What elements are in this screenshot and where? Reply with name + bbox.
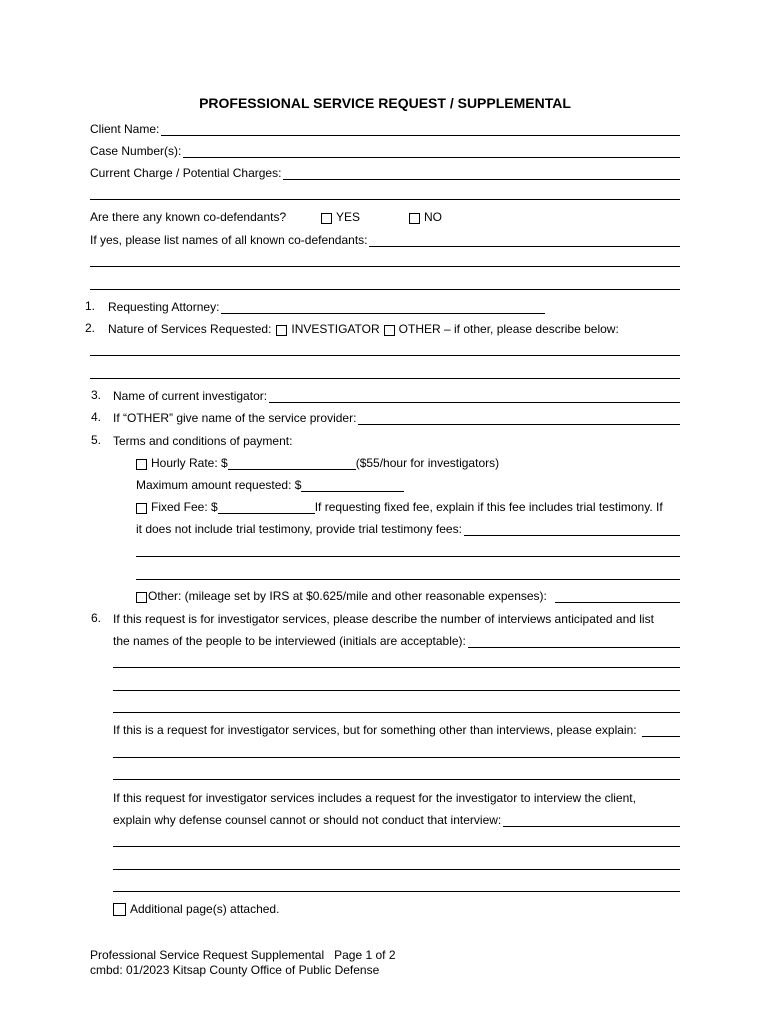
interviews-line-2: the names of the people to be interviewed (initials are acceptable): [113, 634, 466, 648]
requesting-attorney-field[interactable] [108, 298, 545, 314]
requesting-attorney-blank[interactable] [221, 301, 545, 314]
other-expenses-label: Other: (mileage set by IRS at $0.625/mile and other reasonable expenses): [148, 589, 547, 603]
charge-extra-line[interactable] [90, 199, 680, 200]
client-interview-line-1: If this request for investigator services includes a request for the investigator to interview the client, [113, 791, 636, 805]
codefendants-list-label: If yes, please list names of all known co-defendants: [90, 233, 368, 247]
additional-pages-option[interactable] [113, 900, 279, 916]
codefendants-line-2[interactable] [90, 266, 680, 267]
case-number-label: Case Number(s): [90, 144, 182, 158]
interviews-names-field[interactable] [113, 632, 680, 648]
codefendants-question [90, 208, 680, 224]
fixed-fee-blank[interactable] [218, 501, 315, 514]
interviews-line-b[interactable] [113, 690, 680, 691]
client-name-blank[interactable] [161, 123, 680, 136]
current-charge-field[interactable] [90, 164, 680, 180]
yes-label: YES [336, 210, 361, 224]
nature-label: Nature of Services Requested: [108, 322, 272, 336]
nature-line-1[interactable] [90, 355, 680, 356]
client-interview-line-2: explain why defense counsel cannot or should not conduct that interview: [113, 813, 502, 827]
yes-option[interactable] [321, 208, 360, 224]
hourly-rate-note: ($55/hour for investigators) [355, 456, 500, 470]
other-description-label: OTHER – if other, please describe below: [398, 322, 619, 336]
hourly-rate-label: Hourly Rate: $ [151, 456, 228, 470]
item-number-5: 5. [91, 433, 102, 447]
codefendants-line-3[interactable] [90, 289, 680, 290]
fixed-fee-checkbox[interactable] [136, 503, 147, 514]
footer-line-2: cmbd: 01/2023 Kitsap County Office of Public Defense [90, 963, 380, 977]
other-than-interviews-label: If this is a request for investigator services, but for something other than interviews, please explain: [113, 723, 637, 737]
interviews-line-a[interactable] [113, 667, 680, 668]
additional-pages-checkbox[interactable] [113, 903, 126, 916]
footer-line-1: Professional Service Request Supplemental Page 1 of 2 [90, 948, 396, 962]
trial-testimony-blank[interactable] [464, 523, 680, 536]
client-interview-blank[interactable] [503, 814, 680, 827]
hourly-rate-checkbox[interactable] [136, 459, 147, 470]
max-amount-label: Maximum amount requested: $ [136, 478, 302, 492]
trial-testimony-label: it does not include trial testimony, provide trial testimony fees: [136, 522, 462, 536]
codefendants-label: Are there any known co-defendants? [90, 210, 287, 224]
nature-line-2[interactable] [90, 378, 680, 379]
client-interview-line-a[interactable] [113, 846, 680, 847]
item-number-4: 4. [91, 410, 102, 424]
client-interview-line-c[interactable] [113, 891, 680, 892]
investigator-label: INVESTIGATOR [291, 322, 380, 336]
terms-heading [113, 432, 292, 448]
hourly-rate-option[interactable] [136, 454, 499, 470]
current-charge-blank[interactable] [283, 167, 680, 180]
other-provider-label: If “OTHER” give name of the service provider: [113, 411, 357, 425]
fixed-fee-note: If requesting fixed fee, explain if this fee includes trial testimony. If [314, 500, 663, 514]
trial-testimony-field[interactable] [136, 520, 680, 536]
codefendants-list-blank[interactable] [369, 234, 680, 247]
client-name-label: Client Name: [90, 122, 160, 136]
current-charge-label: Current Charge / Potential Charges: [90, 166, 282, 180]
max-amount-blank[interactable] [301, 479, 404, 492]
fixed-fee-label: Fixed Fee: $ [151, 500, 218, 514]
interviews-names-blank[interactable] [468, 635, 680, 648]
codefendants-list-field[interactable] [90, 231, 680, 247]
interviews-line-c[interactable] [113, 712, 680, 713]
other-provider-blank[interactable] [358, 412, 680, 425]
footer [90, 948, 396, 978]
client-interview-line-b[interactable] [113, 869, 680, 870]
other-than-interviews-line-2[interactable] [113, 757, 680, 758]
current-investigator-blank[interactable] [269, 390, 680, 403]
client-interview-field[interactable] [113, 811, 680, 827]
client-interview-text [113, 789, 636, 805]
other-provider-field[interactable] [113, 409, 680, 425]
yes-checkbox[interactable] [321, 213, 332, 224]
form-title: PROFESSIONAL SERVICE REQUEST / SUPPLEMENTAL [199, 95, 571, 111]
other-than-interviews-line-3[interactable] [113, 779, 680, 780]
additional-pages-label: Additional page(s) attached. [130, 902, 280, 916]
item-number-3: 3. [91, 388, 102, 402]
hourly-rate-blank[interactable] [228, 457, 356, 470]
other-expenses-option[interactable] [136, 587, 680, 603]
interviews-line-1: If this request is for investigator services, please describe the number of interviews anticipated and list [113, 612, 654, 626]
investigator-checkbox[interactable] [276, 325, 287, 336]
case-number-blank[interactable] [183, 145, 680, 158]
item-number-6: 6. [91, 611, 102, 625]
no-option[interactable] [409, 208, 442, 224]
current-investigator-label: Name of current investigator: [113, 389, 268, 403]
nature-of-services [108, 320, 619, 336]
other-than-interviews-blank[interactable] [642, 724, 680, 737]
requesting-attorney-label: Requesting Attorney: [108, 300, 220, 314]
item-number-2: 2. [85, 321, 96, 335]
trial-testimony-line-3[interactable] [136, 579, 680, 580]
fixed-fee-option[interactable] [136, 498, 663, 514]
other-expenses-checkbox[interactable] [136, 592, 147, 603]
current-investigator-field[interactable] [113, 387, 680, 403]
no-label: NO [424, 210, 442, 224]
no-checkbox[interactable] [409, 213, 420, 224]
item-number-1: 1. [85, 299, 96, 313]
other-checkbox[interactable] [384, 325, 395, 336]
max-amount-field[interactable] [136, 476, 404, 492]
client-name-field[interactable] [90, 120, 680, 136]
case-number-field[interactable] [90, 142, 680, 158]
trial-testimony-line-2[interactable] [136, 556, 680, 557]
other-expenses-blank[interactable] [555, 590, 680, 603]
other-than-interviews-field[interactable] [113, 721, 680, 737]
interviews-text [113, 610, 654, 626]
terms-label: Terms and conditions of payment: [113, 434, 293, 448]
